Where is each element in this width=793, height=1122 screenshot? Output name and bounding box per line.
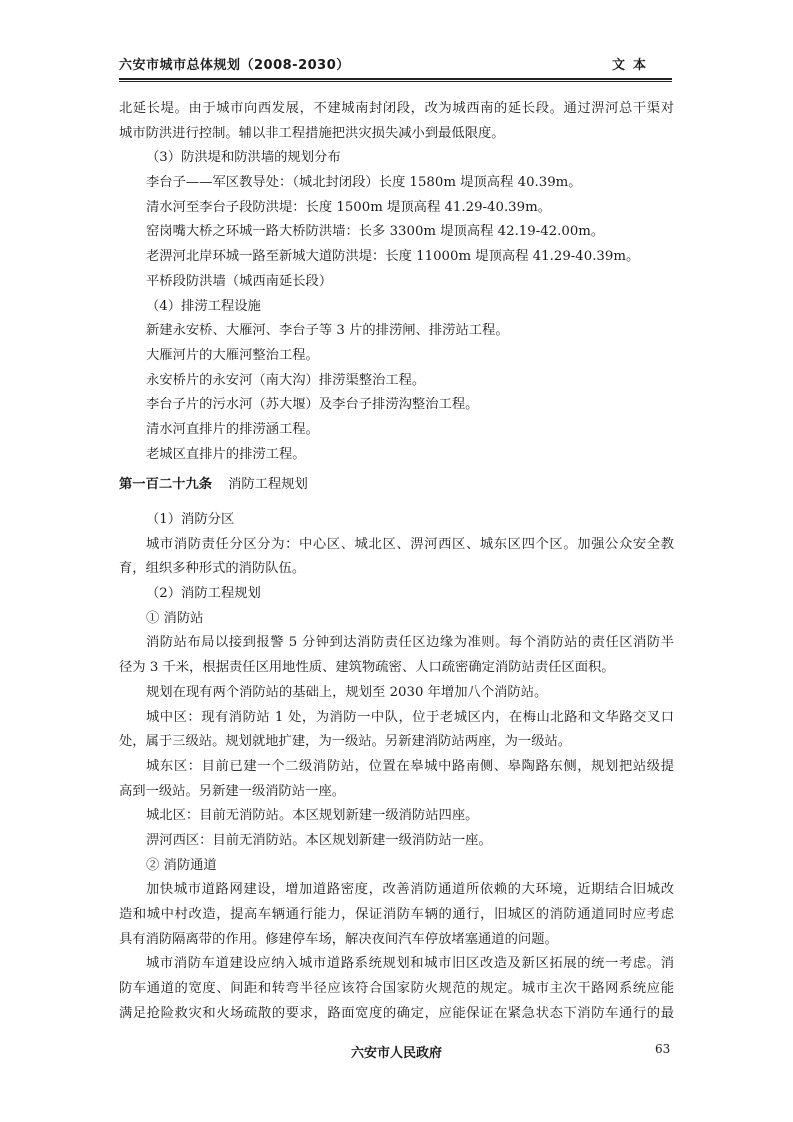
subheading: （3）防洪堤和防洪墙的规划分布 (146, 150, 341, 166)
subheading: （2）消防工程规划 (146, 586, 261, 602)
paragraph-line: 李台子片的污水河（苏大堰）及李台子排涝沟整治工程。 (146, 397, 479, 413)
paragraph-line: 新建永安桥、大雁河、李台子等 3 片的排涝闸、排涝站工程。 (146, 323, 509, 339)
subheading: （4）排涝工程设施 (146, 298, 261, 314)
paragraph-line: 城市防洪进行控制。辅以非工程措施把洪灾损失减小到最低限度。 (119, 125, 505, 141)
paragraph-line: 城市消防责任分区分为：中心区、城北区、淠河西区、城东区四个区。加强公众安全教 (146, 536, 674, 552)
document-type-label: 文本 (611, 58, 654, 73)
paragraph-line: 清水河直排片的排涝涵工程。 (146, 421, 319, 437)
subheading: ② 消防通道 (146, 857, 217, 873)
paragraph-line: 老城区直排片的排涝工程。 (146, 446, 306, 462)
page-footer (0, 1042, 793, 1064)
header-rule-thick (119, 78, 672, 80)
paragraph-line: 满足抢险救灾和火场疏散的要求，路面宽度的确定，应能保证在紧急状态下消防车通行的最 (119, 1005, 674, 1021)
paragraph-line: 消防站布局以接到报警 5 分钟到达消防责任区边缘为准则。每个消防站的责任区消防半 (146, 635, 674, 651)
paragraph-line: 城中区：现有消防站 1 处，为消防一中队，位于老城区内，在梅山北路和文华路交叉口 (146, 709, 674, 725)
paragraph-line: 平桥段防洪墙（城西南延长段） (146, 273, 333, 289)
paragraph-line: 径为 3 千米，根据责任区用地性质、建筑物疏密、人口疏密确定消防站责任区面积。 (119, 660, 615, 676)
paragraph-line: 大雁河片的大雁河整治工程。 (146, 347, 319, 363)
paragraph-line: 永安桥片的永安河（南大沟）排涝渠整治工程。 (146, 372, 426, 388)
subheading: ① 消防站 (146, 610, 204, 626)
paragraph-line: 城市消防车道建设应纳入城市道路系统规划和城市旧区改造及新区拓展的统一考虑。消 (146, 956, 674, 972)
page-header (119, 56, 672, 78)
paragraph-line: 北延长堤。由于城市向西发展，不建城南封闭段，改为城西南的延长段。通过淠河总干渠对 (119, 101, 674, 116)
paragraph-line: 窑岗嘴大桥之环城一路大桥防洪墙：长多 3300m 堤顶高程 42.19-42.00m。 (146, 224, 605, 240)
article-number: 第一百二十九条 (119, 477, 213, 493)
article-heading (119, 473, 674, 498)
paragraph-line: 李台子——军区教导处：（城北封闭段）长度 1580m 堤顶高程 40.39m。 (146, 175, 582, 191)
paragraph-line: 防车通道的宽度、间距和转弯半径应该符合国家防火规范的规定。城市主次干路网系统应能 (119, 981, 674, 997)
paragraph-line: 具有消防隔离带的作用。修建停车场，解决夜间汽车停放堵塞通道的问题。 (119, 931, 558, 947)
document-title: 六安市城市总体规划（2008-2030） (119, 58, 350, 73)
paragraph-line: 高到一级站。另新建一级消防站一座。 (119, 783, 346, 799)
paragraph-line: 规划在现有两个消防站的基础上，规划至 2030 年增加八个消防站。 (146, 684, 548, 700)
page-body (119, 97, 674, 1026)
paragraph-line: 育，组织多种形式的消防队伍。 (119, 561, 306, 577)
paragraph-line: 造和城中村改造，提高车辆通行能力，保证消防车辆的通行，旧城区的消防通道同时应考虑 (119, 907, 674, 922)
paragraph-line: 加快城市道路网建设，增加道路密度，改善消防通道所依赖的大环境，近期结合旧城改 (146, 882, 674, 898)
article-title: 消防工程规划 (228, 477, 308, 493)
header-rule-thin (119, 81, 672, 82)
paragraph-line: 城东区：目前已建一个二级消防站，位置在皋城中路南侧、皋陶路东侧，规划把站级提 (146, 758, 674, 774)
paragraph-line: 淠河西区：目前无消防站。本区规划新建一级消防站一座。 (146, 832, 492, 848)
page-number: 63 (655, 1042, 671, 1056)
paragraph-line: 清水河至李台子段防洪堤：长度 1500m 堤顶高程 41.29-40.39m。 (146, 199, 552, 215)
footer-organization: 六安市人民政府 (350, 1046, 442, 1061)
paragraph-line: 老淠河北岸环城一路至新城大道防洪堤：长度 11000m 堤顶高程 41.29-40.39m。 (146, 249, 640, 265)
paragraph-line: 处，属于三级站。规划就地扩建，为一级站。另新建消防站两座，为一级站。 (119, 734, 572, 750)
subheading: （1）消防分区 (146, 512, 235, 527)
paragraph-line: 城北区：目前无消防站。本区规划新建一级消防站四座。 (146, 808, 479, 824)
